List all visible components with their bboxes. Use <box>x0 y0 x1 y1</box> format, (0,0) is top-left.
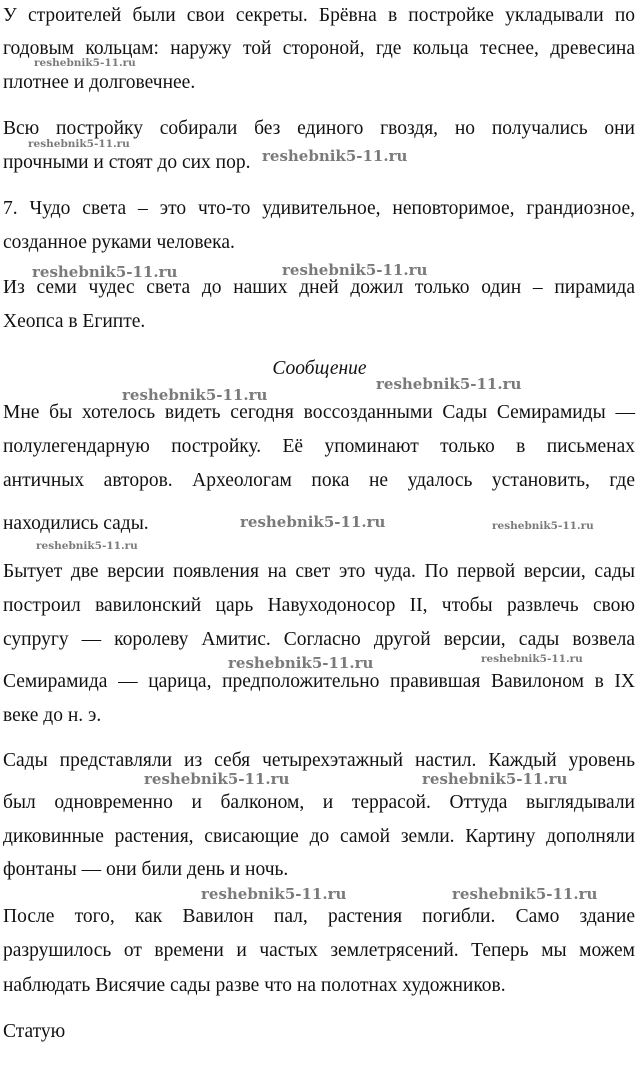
watermark-text: reshebnik5-11.ru <box>240 513 386 531</box>
text-line: 7. Чудо света – это что-то удивительное, неповторимое, грандиозное, <box>3 198 635 219</box>
text-line: годовым кольцам: наружу той стороной, где кольца теснее, древесина <box>3 38 635 59</box>
text-line: супругу — королеву Амитис. Согласно другой версии, сады возвела <box>3 629 635 650</box>
text-line: фонтаны — они били день и ночь. <box>3 859 289 880</box>
watermark-text: reshebnik5-11.ru <box>201 885 347 903</box>
text-line: наблюдать Висячие сады разве что на полотнах художников. <box>3 975 506 996</box>
text-line: Бытует две версии появления на свет это чуда. По первой версии, сады <box>3 561 635 582</box>
text-line: плотнее и долговечнее. <box>3 72 196 93</box>
watermark-text: reshebnik5-11.ru <box>492 520 594 532</box>
text-line: был одновременно и балконом, и террасой. Оттуда выглядывали <box>3 792 635 813</box>
text-line: находились сады. <box>3 513 149 534</box>
watermark-text: reshebnik5-11.ru <box>422 770 568 788</box>
text-line: полулегендарную постройку. Её упоминают только в письменах <box>3 436 635 457</box>
text-line: Сады представляли из себя четырехэтажный настил. Каждый уровень <box>3 750 635 771</box>
text-line: Хеопса в Египте. <box>3 311 146 332</box>
text-line: разрушилось от времени и частых землетрясений. Теперь мы можем <box>3 940 635 961</box>
watermark-text: reshebnik5-11.ru <box>262 147 408 165</box>
text-line: Статую <box>3 1021 66 1042</box>
text-line: Из семи чудес света до наших дней дожил только один – пирамида <box>3 277 635 298</box>
text-line: диковинные растения, свисающие до самой земли. Картину дополняли <box>3 826 635 847</box>
watermark-text: reshebnik5-11.ru <box>228 654 374 672</box>
text-line: веке до н. э. <box>3 705 102 726</box>
text-line: Семирамида — царица, предположительно правившая Вавилоном в IX <box>3 671 635 692</box>
text-line: построил вавилонский царь Навуходоносор II, чтобы развлечь свою <box>3 595 635 616</box>
watermark-text: reshebnik5-11.ru <box>34 57 136 69</box>
text-line: прочными и стоят до сих пор. <box>3 152 251 173</box>
watermark-text: reshebnik5-11.ru <box>122 386 268 404</box>
watermark-text: reshebnik5-11.ru <box>28 138 130 150</box>
text-line: античных авторов. Археологам пока не удалось установить, где <box>3 470 635 491</box>
section-heading: Сообщение <box>272 358 367 379</box>
watermark-text: reshebnik5-11.ru <box>481 653 583 665</box>
text-line: Мне бы хотелось видеть сегодня воссозданными Сады Семирамиды — <box>3 402 635 423</box>
text-line: У строителей были свои секреты. Брёвна в постройке укладывали по <box>3 5 635 26</box>
watermark-text: reshebnik5-11.ru <box>36 540 138 552</box>
text-line: Всю постройку собирали без единого гвоздя, но получались они <box>3 118 635 139</box>
watermark-text: reshebnik5-11.ru <box>376 375 522 393</box>
watermark-text: reshebnik5-11.ru <box>32 263 178 281</box>
watermark-text: reshebnik5-11.ru <box>452 885 598 903</box>
watermark-text: reshebnik5-11.ru <box>282 261 428 279</box>
watermark-text: reshebnik5-11.ru <box>144 770 290 788</box>
text-line: После того, как Вавилон пал, растения погибли. Само здание <box>3 906 635 927</box>
text-line: созданное руками человека. <box>3 232 235 253</box>
